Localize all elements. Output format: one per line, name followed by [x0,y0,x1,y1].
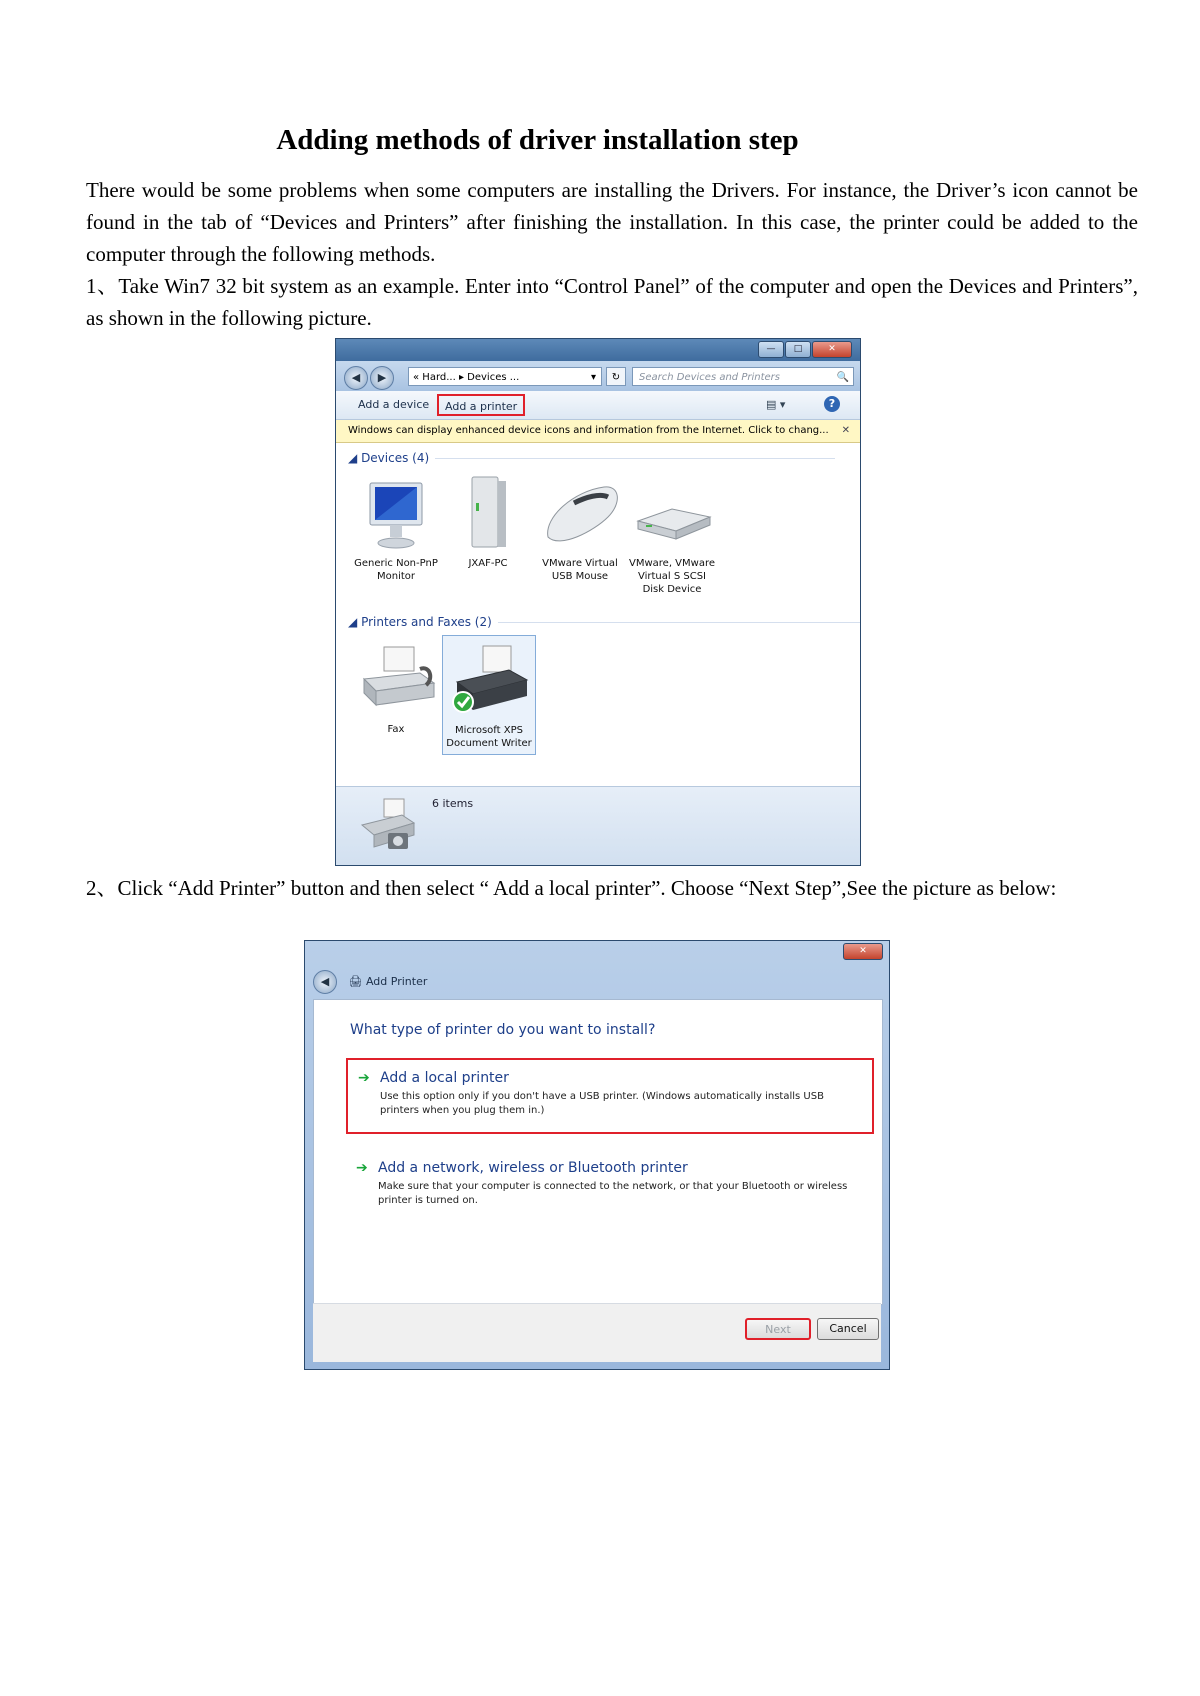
back-button[interactable]: ◀ [313,970,337,994]
info-bar[interactable] [336,420,860,443]
step-1-paragraph: 1、Take Win7 32 bit system as an example. Enter into “Control Panel” of the computer and open the Devices and Printers”, as shown in the following picture. [86,274,1138,330]
cancel-button[interactable]: Cancel [817,1318,879,1340]
item-count: 6 items [432,797,474,810]
help-icon[interactable]: ? [824,396,840,412]
add-printer-dialog [304,940,890,1370]
green-arrow-icon: ➔ [356,1160,368,1176]
add-network-printer-option[interactable] [346,1150,874,1212]
breadcrumb[interactable] [408,367,602,386]
device-disk[interactable] [626,473,718,596]
intro-paragraph: There would be some problems when some computers are installing the Drivers. For instance, the Driver’s icon cannot be found in the tab of “Devices and Printers” after finishing the installation. In this case, the printer could be added to the computer through the following methods. [86,178,1138,266]
forward-button[interactable]: ▶ [370,366,394,390]
chevron-down-icon[interactable]: ▾ [590,372,596,383]
printer-fax[interactable] [350,639,442,736]
dialog-titlebar [305,941,889,963]
option-description: Make sure that your computer is connected to the network, or that your Bluetooth or wireless printer is turned on. [378,1181,848,1206]
collapse-icon: ◢ [348,451,358,465]
back-button[interactable]: ◀ [344,366,368,390]
add-local-printer-option[interactable] [346,1058,874,1134]
minimize-button[interactable]: — [758,341,784,358]
fax-icon [350,639,442,719]
dialog-nav [313,969,427,995]
window-titlebar [336,339,860,361]
device-label: Microsoft XPS Document Writer [446,725,532,749]
search-placeholder: Search Devices and Printers [639,372,780,383]
status-bar [336,786,860,865]
add-device-button[interactable]: Add a device [358,398,430,411]
disk-drive-icon [626,473,718,553]
computer-tower-icon [442,473,534,553]
printers-group-header[interactable] [348,615,861,629]
option-heading: Add a local printer [380,1070,509,1086]
command-bar [336,391,860,420]
device-label: Generic Non-PnP Monitor [354,558,438,582]
search-input[interactable] [632,367,854,386]
maximize-button[interactable]: □ [785,341,811,358]
option-description: Use this option only if you don't have a USB printer. (Windows automatically installs USB printers when you plug them in.) [380,1091,824,1116]
printer-small-icon: 🖨 [348,975,363,988]
device-label: VMware Virtual USB Mouse [542,558,618,582]
address-bar [336,361,860,391]
green-arrow-icon: ➔ [358,1070,370,1086]
close-button[interactable]: ✕ [812,341,852,358]
printer-camera-icon [358,795,418,855]
wizard-question: What type of printer do you want to install? [350,1022,656,1038]
device-label: VMware, VMware Virtual S SCSI Disk Device [629,558,715,595]
dialog-title: Add Printer [365,975,428,988]
view-options-icon[interactable]: ▤ ▾ [766,398,786,411]
wizard-panel [313,999,883,1305]
devices-group-header[interactable] [348,451,835,465]
add-printer-button[interactable]: Add a printer [437,394,525,416]
option-heading: Add a network, wireless or Bluetooth printer [378,1160,688,1176]
mouse-icon [534,473,626,553]
wizard-footer [313,1303,881,1362]
device-label: Fax [387,724,405,735]
device-mouse[interactable] [534,473,626,583]
devices-content [336,443,860,783]
step-2-paragraph: 2、Click “Add Printer” button and then select “ Add a local printer”. Choose “Next Step”,See the picture as below: [86,876,1057,900]
next-button[interactable]: Next [745,1318,811,1340]
close-icon[interactable]: ✕ [841,425,850,436]
devices-group-label: Devices (4) [361,451,430,465]
refresh-button[interactable]: ↻ [606,367,626,386]
device-monitor[interactable] [350,473,442,583]
collapse-icon: ◢ [348,615,358,629]
breadcrumb-text: « Hard... ▸ Devices ... [413,372,520,383]
search-icon: 🔍 [836,372,849,383]
info-bar-text: Windows can display enhanced device icons and information from the Internet. Click to chang... [348,425,829,436]
monitor-icon [350,473,442,553]
printer-xps[interactable] [442,635,536,755]
printers-group-label: Printers and Faxes (2) [361,615,492,629]
devices-and-printers-window [335,338,861,866]
device-label: JXAF-PC [468,558,508,569]
close-button[interactable]: ✕ [843,943,883,960]
printer-icon [443,640,535,720]
device-computer[interactable] [442,473,534,570]
document-title: Adding methods of driver installation step [276,124,799,156]
